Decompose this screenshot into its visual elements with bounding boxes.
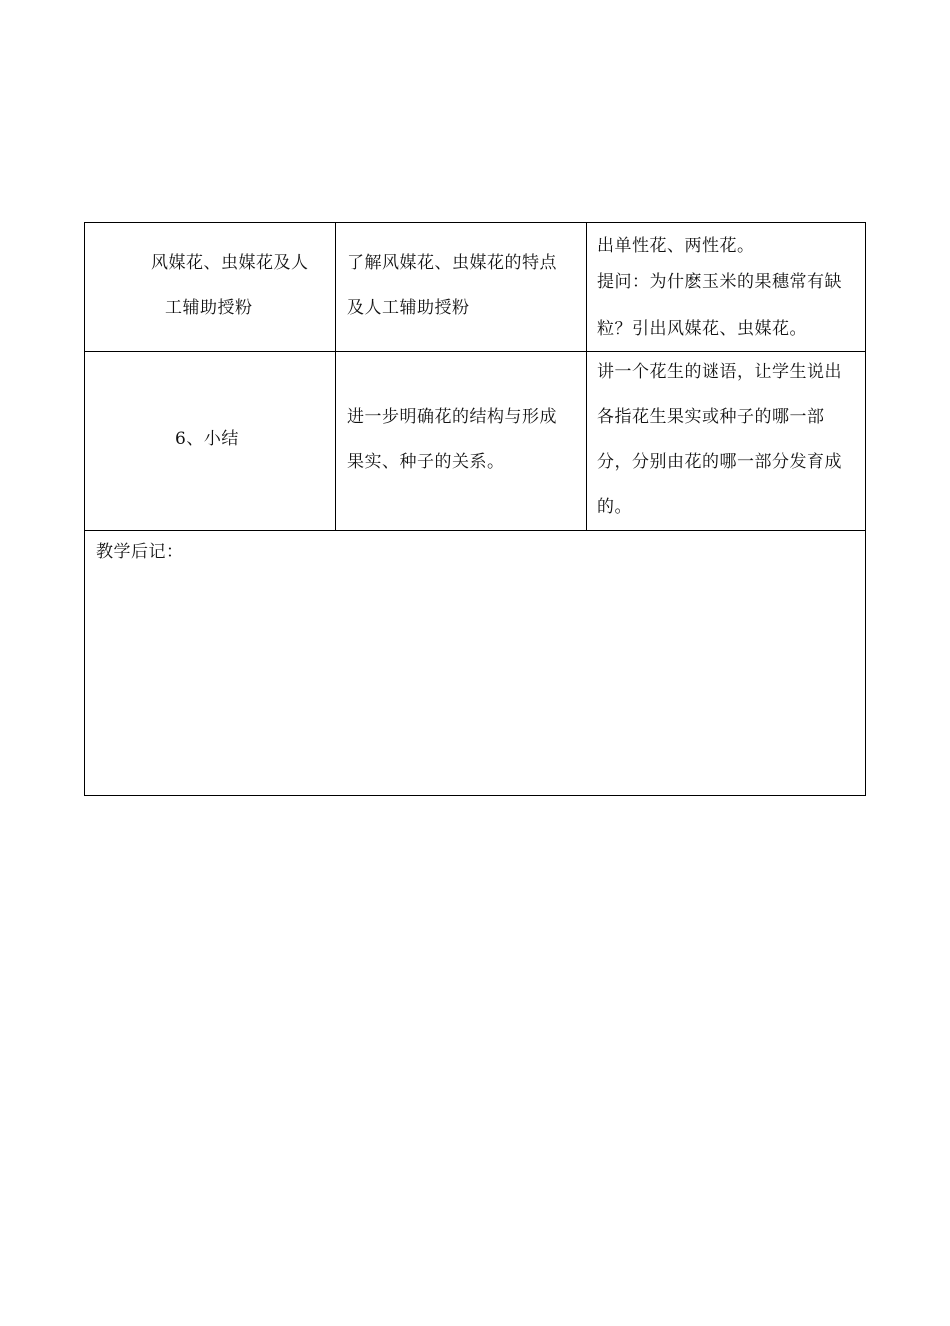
row2-activity-line4: 的。: [597, 497, 632, 517]
notes-label: 教学后记：: [96, 542, 184, 562]
row1-activity-line2: 提问：为什麽玉米的果穗常有缺: [597, 272, 842, 292]
row1-goal-line2: 及人工辅助授粉: [347, 298, 470, 318]
row-divider-2: [85, 530, 865, 531]
row2-activity-line1: 讲一个花生的谜语，让学生说出: [597, 362, 842, 382]
row2-topic-line1: 6、小结: [175, 429, 239, 449]
lesson-plan-table: [84, 222, 866, 796]
row2-goal-line1: 进一步明确花的结构与形成: [347, 407, 557, 427]
row2-goal-line2: 果实、种子的关系。: [347, 452, 505, 472]
row2-activity-line2: 各指花生果实或种子的哪一部: [597, 407, 825, 427]
row1-activity-line1: 出单性花、两性花。: [597, 236, 755, 256]
row-divider-1: [85, 351, 865, 352]
row2-activity-line3: 分，分别由花的哪一部分发育成: [597, 452, 842, 472]
column-divider-2: [586, 223, 587, 530]
row1-activity-line3: 粒？引出风媒花、虫媒花。: [597, 319, 807, 339]
row1-topic-line2: 工辅助授粉: [165, 298, 253, 318]
row1-goal-line1: 了解风媒花、虫媒花的特点: [347, 253, 557, 273]
column-divider-1: [335, 223, 336, 530]
row1-topic-line1: 风媒花、虫媒花及人: [151, 253, 309, 273]
